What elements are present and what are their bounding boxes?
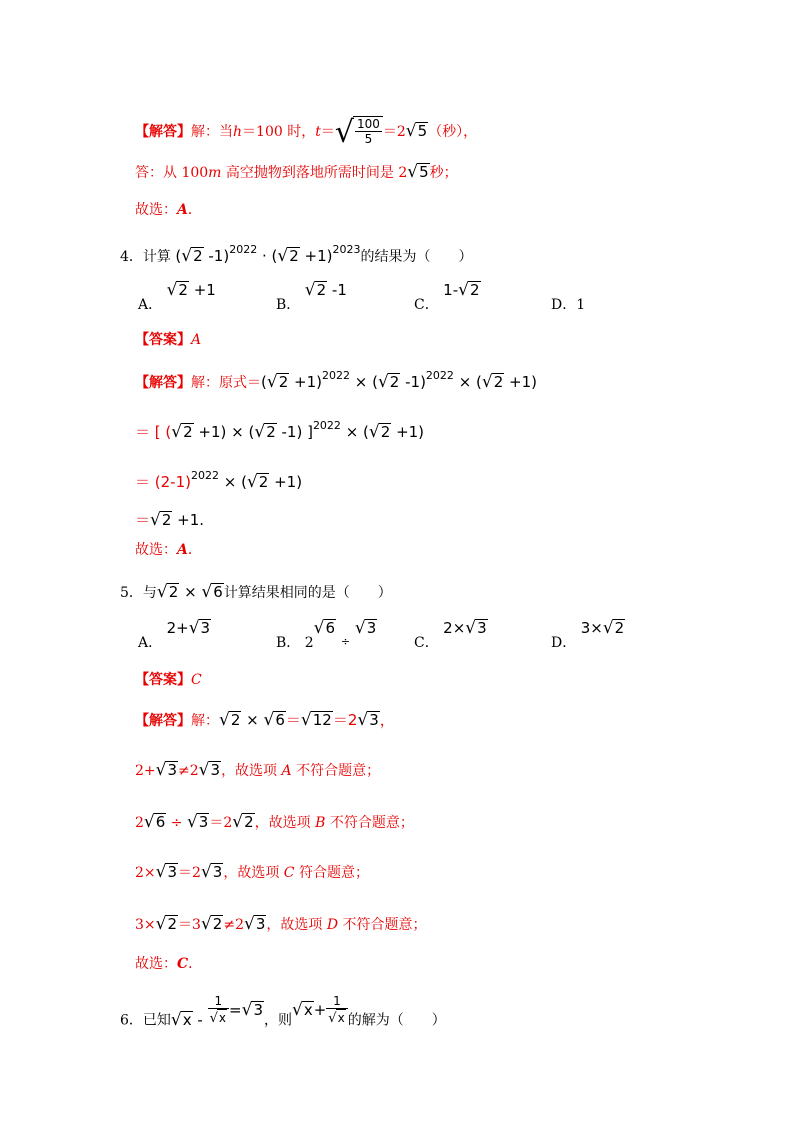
q4-solution-line4: ＝√2 +1. bbox=[135, 510, 205, 530]
sqrt-fraction: √ $\frac{100}{5}$ bbox=[335, 122, 383, 140]
q6-stem: 6．已知√x - $\frac{1}{√x}$ =√3，则√x+ $\frac{1}{√x}$ 的解为（ ） bbox=[120, 994, 446, 1030]
q4-option-b: B． √2 -1 bbox=[276, 280, 347, 313]
q5-option-b: B． 2√6 $_\div$ √3 bbox=[276, 618, 377, 651]
q4-option-c: C． 1-√2 bbox=[414, 280, 480, 313]
q5-check-d: 3×√2＝3√2≠2√3，故选项 D 不符合题意； bbox=[135, 914, 427, 934]
question-number: 5． bbox=[120, 585, 143, 601]
q5-option-a: A． 2+√3 bbox=[138, 618, 211, 651]
question-number: 6． bbox=[120, 1012, 143, 1029]
q3-choice-line: 故选：A． bbox=[135, 202, 202, 218]
q5-check-c: 2×√3＝2√3，故选项 C 符合题意； bbox=[135, 862, 369, 882]
q5-check-b: 2√6 ÷ √3＝2√2，故选项 B 不符合题意； bbox=[135, 812, 414, 832]
q4-solution-line3: ＝ $(2-1)^{2022} \times (√2 +1)$ bbox=[135, 469, 303, 492]
q4-expression: (√2 $-1)^{2022} \cdot (√2 +1)^{2023}$ bbox=[175, 243, 361, 266]
q4-solution-line2: ＝ [ (√2 +1) × (√2 -1) ]$^{2022}$ × (√2 +1) bbox=[135, 419, 425, 442]
solution-label: 【解答】 bbox=[135, 124, 191, 140]
q5-choice-line: 故选：C． bbox=[135, 956, 203, 972]
q4-choice-line: 故选：A． bbox=[135, 542, 202, 558]
q5-solution-line: 【解答】解：√2 × √6＝√12＝2√3， bbox=[135, 710, 395, 730]
question-number: 4． bbox=[120, 249, 143, 265]
q5-check-a: 2+√3≠2√3，故选项 A 不符合题意； bbox=[135, 760, 381, 780]
q3-solution-line: 【解答】解：当h＝100 时，t＝√ $\frac{100}{5}$ ＝2√5（秒）， bbox=[135, 115, 478, 150]
q4-solution-line1: 【解答】解：原式$=(√2 +1)^{2022} \times (√2$ -1)$^{2022}$ × (√2 +1) bbox=[135, 369, 538, 392]
q3-answer-line: 答：从 100m 高空抛物到落地所需时间是 2√5秒； bbox=[135, 162, 458, 182]
q5-option-c: C． 2×√3 bbox=[414, 618, 487, 651]
q5-stem: 5．与√2 × √6计算结果相同的是（ ） bbox=[120, 582, 392, 602]
q5-option-d: D． 3×√2 bbox=[551, 618, 625, 651]
q5-answer: 【答案】C bbox=[135, 672, 202, 688]
q4-answer: 【答案】A bbox=[135, 332, 202, 348]
q4-option-d: D．1 bbox=[551, 297, 586, 313]
q4-option-a: A． √2 +1 bbox=[138, 280, 216, 313]
q4-stem: 4．计算 (√2 $-1)^{2022} \cdot (√2 +1)^{2023}$的结果为（ ） bbox=[120, 243, 473, 266]
